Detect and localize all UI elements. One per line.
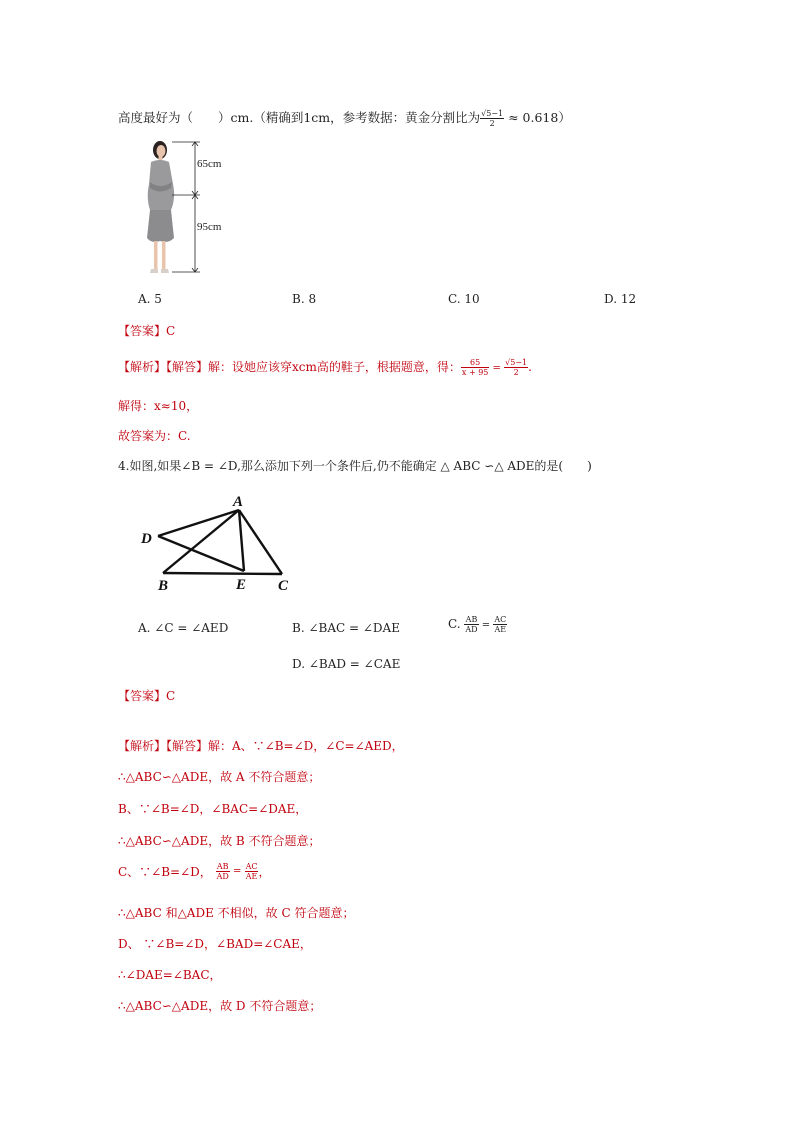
q4-exp-line3: B、∵∠B=∠D，∠BAC=∠DAE，	[118, 802, 308, 816]
segment-AD	[158, 510, 239, 536]
q4-exp-line5	[118, 862, 271, 881]
point-label-E: E	[236, 577, 247, 593]
segment-AC	[239, 510, 282, 574]
q4-option-b: B. ∠BAC = ∠DAE	[292, 621, 400, 635]
lower-length-label: 95cm	[197, 221, 222, 233]
q4-stem: 4.如图,如果∠B = ∠D,那么添加下列一个条件后,仍不能确定 △ ABC ∽△ ADE的是( )	[118, 459, 592, 473]
q4-exp-line5-prefix: C、∵∠B=∠D，	[118, 865, 212, 879]
q4-option-a: A. ∠C = ∠AED	[138, 621, 229, 635]
q3-conclusion: 故答案为：C.	[118, 429, 191, 443]
q4-exp-line1-text: 解：A、∵∠B=∠D，∠C=∠AED，	[208, 739, 404, 753]
golden-ratio-fraction: $\frac{√5-1}{2}$	[481, 109, 504, 128]
q3-stem-text: 高度最好为（ ）cm.（精确到1cm，参考数据：黄金分割比为	[118, 110, 481, 125]
q4-exp-line5-eq: =	[229, 866, 245, 877]
point-label-A: A	[233, 494, 244, 510]
q4-option-c-right-fraction: $\frac{AC}{AE}$	[494, 615, 507, 634]
q4-option-c	[448, 615, 507, 634]
woman-height-figure	[138, 138, 238, 280]
q3-option-b: B. 8	[292, 292, 317, 306]
q3-eq-sign: =	[489, 363, 505, 374]
q3-stem-text-end: ≈ 0.618）	[504, 110, 571, 125]
woman-face	[157, 145, 166, 157]
q3-stem	[118, 108, 571, 128]
q3-option-c: C. 10	[448, 292, 480, 306]
q4-exp-line4: ∴△ABC∽△ADE，故 B 不符合题意；	[118, 834, 321, 848]
q3-solve: 解得：x≈10，	[118, 399, 199, 413]
q4-exp-line1	[118, 737, 404, 754]
q3-exp-tag: 【解析】【解答】	[118, 360, 209, 374]
q3-eq-end: .	[528, 360, 532, 374]
q3-exp-text: 解：设她应该穿xcm高的鞋子，根据题意，得：	[208, 360, 461, 374]
point-label-D: D	[141, 531, 152, 547]
q3-eq-right-fraction: $\frac{√5-1}{2}$	[505, 358, 528, 377]
q3-eq-left-fraction: $\frac{65}{x + 95}$	[461, 358, 489, 377]
q3-explanation	[118, 358, 532, 377]
q4-option-c-eq: =	[478, 620, 494, 631]
segment-AE	[239, 510, 244, 571]
woman-skirt	[147, 210, 174, 242]
q3-answer: 【答案】C	[118, 324, 176, 338]
q4-exp-line6: ∴△ABC 和△ADE 不相似，故 C 符合题意；	[118, 906, 355, 920]
q4-exp-line5-end: ，	[258, 865, 271, 879]
triangle-figure	[138, 490, 298, 594]
q4-option-c-left-fraction: $\frac{AB}{AD}$	[465, 615, 478, 634]
upper-length-label: 65cm	[197, 158, 222, 170]
q3-option-a: A. 5	[138, 292, 162, 306]
q4-option-d: D. ∠BAD = ∠CAE	[292, 657, 401, 671]
q4-exp-line7: D、 ∵∠B=∠D，∠BAD=∠CAE，	[118, 937, 312, 951]
point-label-B: B	[158, 578, 169, 594]
q4-exp-line2: ∴△ABC∽△ADE，故 A 不符合题意；	[118, 770, 321, 784]
q4-exp-line8: ∴∠DAE=∠BAC，	[118, 968, 222, 982]
woman-leg-left	[154, 241, 158, 269]
woman-leg-right	[162, 241, 166, 269]
point-label-C: C	[278, 578, 289, 594]
segment-BC	[163, 573, 282, 574]
q3-option-d: D. 12	[604, 292, 637, 306]
q4-exp-line5-left-fraction: $\frac{AB}{AD}$	[216, 862, 229, 881]
woman-shoes	[150, 269, 169, 273]
q4-exp-line5-right-fraction: $\frac{AC}{AE}$	[245, 862, 258, 881]
q4-option-c-prefix: C.	[448, 617, 461, 631]
q4-answer: 【答案】C	[118, 689, 176, 703]
q4-exp-tag: 【解析】【解答】	[118, 739, 209, 753]
q4-exp-line9: ∴△ABC∽△ADE，故 D 不符合题意；	[118, 999, 322, 1013]
